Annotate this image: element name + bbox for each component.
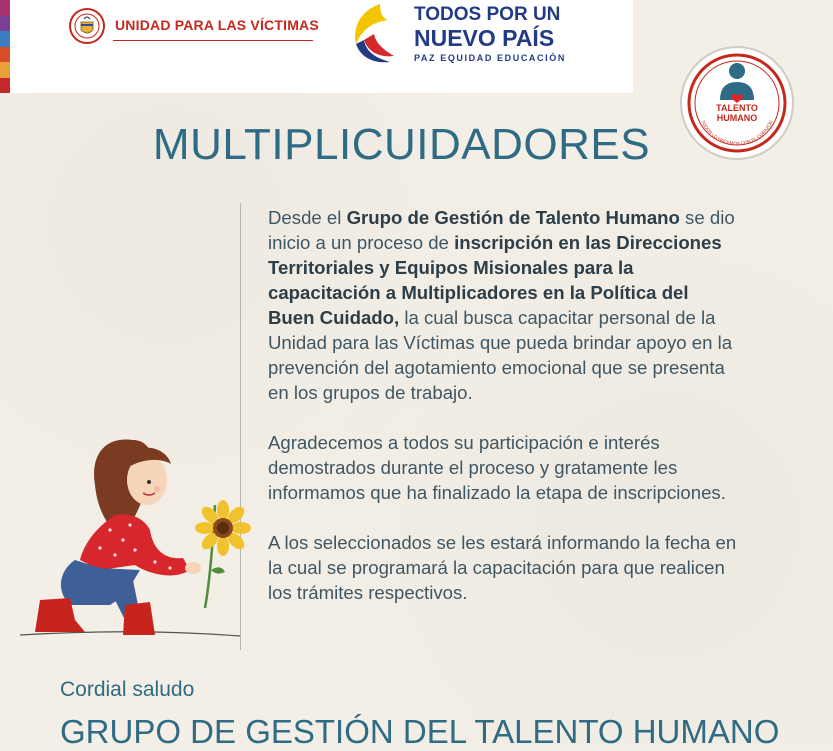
badge-line1: TALENTO — [716, 103, 758, 113]
woman-sunflower-illustration — [15, 430, 255, 645]
p1-bold-1: Grupo de Gestión de Talento Humano — [346, 207, 680, 228]
body-text — [268, 205, 738, 630]
nuevo-pais-line2: NUEVO PAÍS — [414, 25, 555, 51]
header-banner — [0, 0, 633, 93]
paragraph-3: A los seleccionados se les estará informando la fecha en la cual se programará la capacitación para que realicen los trámites respectivos. — [268, 532, 737, 603]
nuevo-pais-emblem — [350, 0, 412, 70]
signature: GRUPO DE GESTIÓN DEL TALENTO HUMANO — [60, 713, 780, 750]
closing-greeting: Cordial saludo — [60, 678, 195, 701]
page-title: MULTIPLICUIDADORES — [152, 120, 651, 169]
p1-text-3: la cual busca capacitar personal de la Unidad para las Víctimas que pueda brindar apoyo en la prevención del agotamiento emocional que se presenta en los grupos de trabajo. — [268, 307, 733, 403]
unidad-underline — [113, 40, 313, 41]
paragraph-1 — [268, 205, 738, 405]
p1-text-1: Desde el — [268, 207, 347, 228]
paragraph-2: Agradecemos a todos su participación e interés demostrados durante el proceso y gratamente les informamos que ha finalizado la etapa de inscripciones. — [268, 432, 726, 503]
unidad-victimas-text: UNIDAD PARA LAS VÍCTIMAS — [115, 17, 319, 33]
badge-ring-path: TODOS LO HACEMOS CON EL CORAZÓN — [700, 119, 774, 147]
nuevo-pais-line1: TODOS POR UN — [414, 4, 561, 25]
p1-text-2: se dio inicio a un proceso de — [268, 207, 735, 253]
nuevo-pais-tagline: PAZ EQUIDAD EDUCACIÓN — [414, 53, 566, 63]
badge-line2: HUMANO — [716, 113, 758, 123]
p1-bold-2: inscripción en las Direcciones Territoriales y Equipos Misionales para la capacitación a Multiplicadores en la Política del Buen Cuidado, — [268, 232, 722, 328]
color-stripe — [0, 0, 10, 93]
